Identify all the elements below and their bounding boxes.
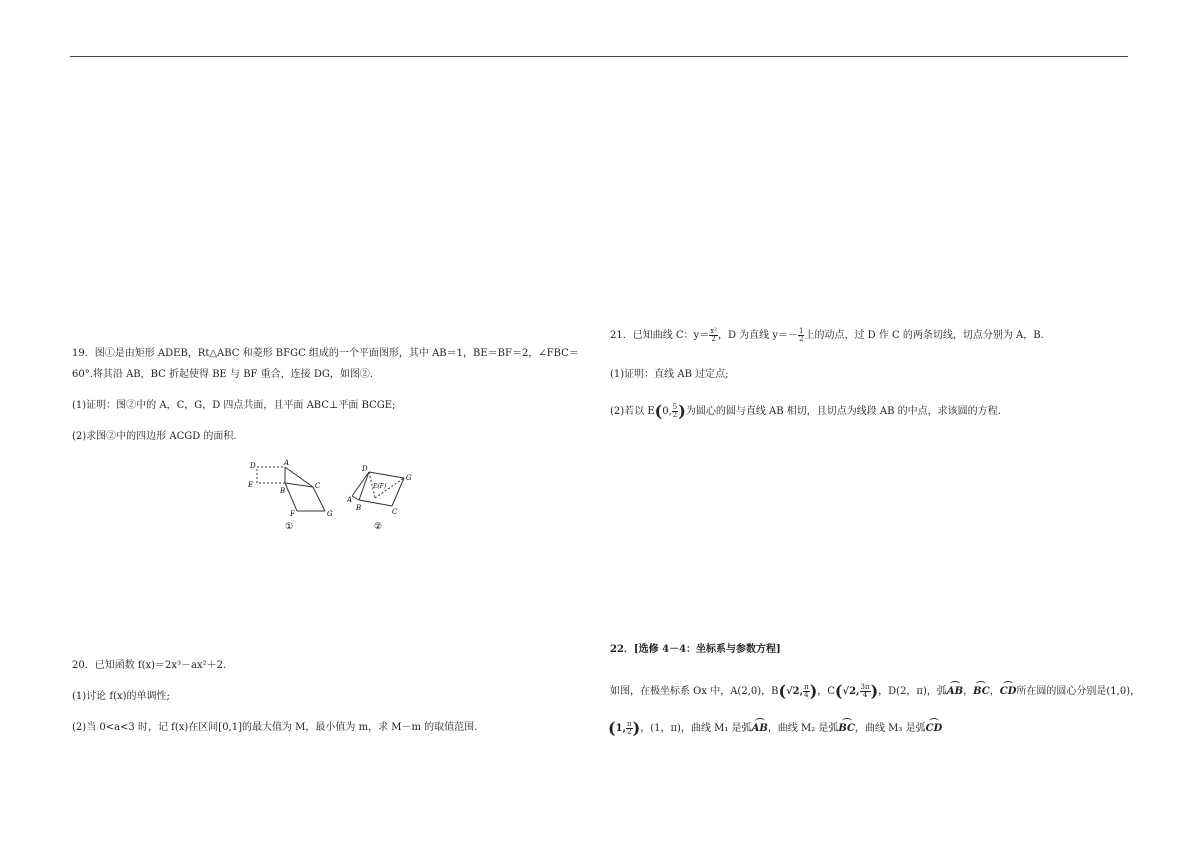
fig1-caption: ①	[285, 522, 294, 532]
q19-figure-1	[247, 459, 347, 534]
q22-frac-pi-4	[803, 684, 810, 699]
arc-cd: CD	[1000, 681, 1017, 699]
q21-line1	[610, 328, 1044, 343]
q21-part2-b: 为圆心的圆与直线 AB 相切，且切点为线段 AB 的中点，求该圆的方程.	[685, 406, 1001, 417]
paren-open: (	[778, 681, 787, 701]
q22-text-b: ，C	[817, 686, 835, 697]
q19-line1: 19．图①是由矩形 ADEB，Rt△ABC 和菱形 BFGC 组成的一个平面图形，其中 AB＝1，BE＝BF＝2，∠FBC＝	[72, 348, 579, 359]
q22-line2	[608, 718, 942, 736]
q21-point-a: 0,	[662, 406, 672, 417]
q20-part2: (2)当 0<a<3 时，记 f(x)在区间[0,1]的最大值为 M，最小值为 m，求 M－m 的取值范围.	[72, 722, 478, 733]
paren-open: (	[654, 401, 663, 421]
q22-pb-den: 4	[804, 691, 809, 699]
q22-c2: 1,	[615, 723, 627, 734]
q19-line2: 60°.将其沿 AB，BC 折起使得 BE 与 BF 重合，连接 DG，如图②.	[72, 369, 374, 380]
q22-pc: √2,	[842, 686, 860, 697]
q21-frac3-den: 2	[672, 411, 678, 419]
arc-cd: CD	[926, 718, 943, 736]
q21-frac1-num: x²	[710, 327, 717, 335]
arc-bc: BC	[838, 718, 855, 736]
fig1-label-f: F	[290, 510, 295, 518]
q21-frac3-num: 5	[672, 403, 678, 411]
fig2-label-d: D	[362, 465, 368, 473]
fig1-label-b: B	[280, 487, 286, 495]
arc-bc: BC	[973, 681, 990, 699]
sep: ，	[989, 686, 1000, 697]
fig1-label-g: G	[327, 510, 333, 518]
q19-part2: (2)求图②中的四边形 ACGD 的面积.	[72, 431, 237, 442]
paren-close: )	[678, 401, 686, 421]
arc-ab: AB	[752, 718, 768, 736]
q22-text-e: ，(1，π)，曲线 M₁ 是弧	[640, 723, 752, 734]
fig2-caption: ②	[374, 522, 383, 532]
q21-part1: (1)证明：直线 AB 过定点;	[610, 369, 729, 380]
q22-text-f: ，曲线 M₂ 是弧	[767, 723, 839, 734]
q22-pb-num: π	[804, 683, 809, 691]
q22-frac-3pi-4	[860, 684, 871, 699]
paren-open: (	[834, 681, 843, 701]
q22-line1	[610, 681, 1140, 699]
header-rule	[70, 56, 1128, 57]
q21-frac2-num: 1	[799, 327, 804, 335]
q21-text-b: ，D 为直线 y＝－	[717, 330, 799, 341]
q22-text-a: 如图，在极坐标系 Ox 中，A(2,0)，B	[610, 686, 779, 697]
q21-text-a: 21．已知曲线 C：y＝	[610, 330, 710, 341]
q21-frac2-den: 2	[799, 335, 804, 343]
arc-ab: AB	[947, 681, 963, 699]
q20-line1: 20．已知函数 f(x)＝2x³－ax²＋2.	[72, 660, 227, 671]
q21-part2-a: (2)若以 E	[610, 406, 655, 417]
q22-pb: √2,	[786, 686, 804, 697]
fig1-label-d: D	[250, 462, 256, 470]
q22-c2-den: 2	[627, 728, 632, 736]
fig2-label-ef: E(F)	[373, 483, 387, 490]
q21-part2	[610, 401, 1001, 421]
fig1-label-e: E	[248, 481, 254, 489]
q22-text-d: 所在圆的圆心分别是(1,0)，	[1016, 686, 1141, 697]
paren-close: )	[870, 681, 879, 701]
q19-figure-2	[347, 462, 417, 534]
fig2-label-a: A	[347, 496, 353, 504]
paren-close: )	[809, 681, 818, 701]
sep: ，	[963, 686, 974, 697]
q21-frac-x2-over-2	[709, 328, 718, 343]
paren-close: )	[632, 718, 641, 738]
fig2-label-b: B	[356, 504, 362, 512]
q22-text-g: ，曲线 M₃ 是弧	[855, 723, 926, 734]
q21-frac1-den: 2	[711, 335, 716, 343]
q21-text-c: 上的动点，过 D 作 C 的两条切线，切点分别为 A，B.	[804, 330, 1044, 341]
fig2-label-c: C	[392, 508, 398, 516]
q22-text-c: ，D(2，π)，弧	[878, 686, 947, 697]
fig1-label-c: C	[315, 482, 321, 490]
q22-title: 22．[选修 4－4：坐标系与参数方程]	[610, 644, 781, 655]
q19-part1: (1)证明：图②中的 A，C，G，D 四点共面，且平面 ABC⊥平面 BCGE;	[72, 400, 396, 411]
paren-open: (	[608, 718, 616, 738]
q20-part1: (1)讨论 f(x)的单调性;	[72, 691, 170, 702]
q22-frac-pi-2	[626, 721, 633, 736]
q22-c2-num: π	[627, 720, 632, 728]
q22-pc-num: 3π	[860, 683, 870, 691]
q22-pc-den: 4	[862, 691, 868, 699]
fig1-label-a: A	[284, 459, 290, 467]
fig2-label-g: G	[406, 474, 412, 482]
